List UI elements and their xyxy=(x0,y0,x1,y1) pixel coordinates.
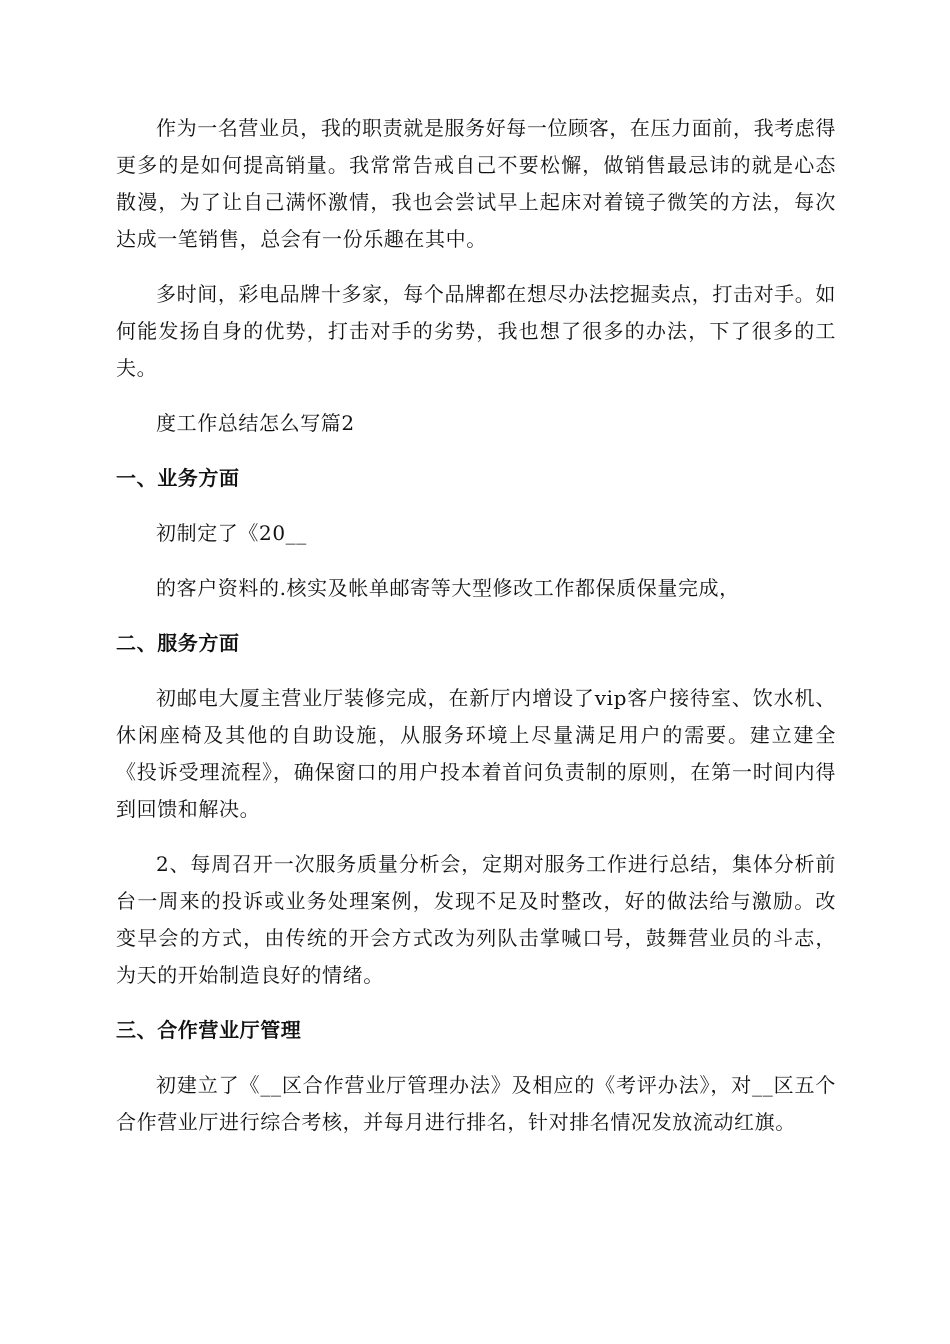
paragraph-salesperson-duty: 作为一名营业员，我的职责就是服务好每一位顾客，在压力面前，我考虑得更多的是如何提高销量。我常常告戒自己不要松懈，做销售最忌讳的就是心态散漫，为了让自己满怀激情，我也会尝试早上起床对着镜子微笑的方法，每次达成一笔销售，总会有一份乐趣在其中。 xyxy=(116,116,836,251)
paragraph-business-customer-data: 的客户资料的.核实及帐单邮寄等大型修改工作都保质保量完成， xyxy=(156,576,740,600)
paragraph-article-title: 度工作总结怎么写篇2 xyxy=(156,411,355,435)
paragraph-partner-hall-management: 初建立了《__区合作营业厅管理办法》及相应的《考评办法》，对__区五个合作营业厅进行综合考核，并每月进行排名，针对排名情况发放流动红旗。 xyxy=(116,1073,836,1134)
paragraph-business-formulated: 初制定了《20__ xyxy=(156,521,307,545)
heading-service: 二、服务方面 xyxy=(116,631,240,655)
heading-business: 一、业务方面 xyxy=(116,466,240,490)
heading-partner-hall: 三、合作营业厅管理 xyxy=(116,1018,302,1042)
paragraph-service-hall: 初邮电大厦主营业厅装修完成，在新厅内增设了vip客户接待室、饮水机、休闲座椅及其他的自助设施，从服务环境上尽量满足用户的需要。建立建全《投诉受理流程》，确保窗口的用户投本着首问负责制的原则，在第一时间内得到回馈和解决。 xyxy=(116,686,836,821)
paragraph-service-weekly-meeting: 2、每周召开一次服务质量分析会，定期对服务工作进行总结，集体分析前台一周来的投诉或业务处理案例，发现不足及时整改，好的做法给与激励。改变早会的方式，由传统的开会方式改为列队击掌喊口号，鼓舞营业员的斗志，为天的开始制造良好的情绪。 xyxy=(116,852,836,987)
document-page xyxy=(116,110,836,1159)
paragraph-tv-brands: 多时间，彩电品牌十多家，每个品牌都在想尽办法挖掘卖点，打击对手。如何能发扬自身的优势，打击对手的劣势，我也想了很多的办法，下了很多的工夫。 xyxy=(116,282,836,380)
